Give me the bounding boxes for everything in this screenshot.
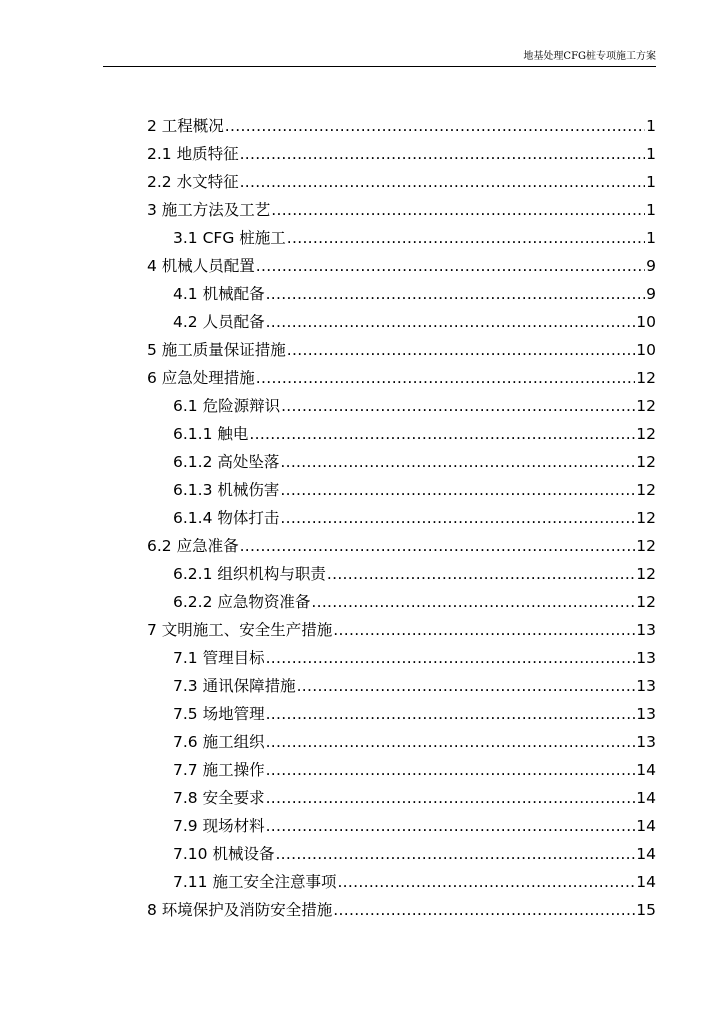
toc-entry-title: 7.5 场地管理 [173,705,265,723]
toc-entry-page: 12 [636,537,656,555]
toc-entry-page: 12 [636,565,656,583]
toc-leader-dots [281,392,635,420]
toc-entry[interactable] [147,392,656,420]
toc-entry[interactable] [147,560,656,588]
toc-entry[interactable] [147,644,656,672]
toc-leader-dots [240,532,636,560]
toc-entry-page: 14 [636,817,656,835]
toc-entry-page: 14 [636,845,656,863]
toc-entry-title: 7.11 施工安全注意事项 [173,873,337,891]
toc-leader-dots [266,644,636,672]
toc-entry-title: 6.1.2 高处坠落 [173,453,280,471]
page-header [103,50,656,67]
toc-entry-title: 5 施工质量保证措施 [147,341,286,359]
toc-entry-title: 7 文明施工、安全生产措施 [147,621,333,639]
toc-leader-dots [333,896,635,924]
toc-leader-dots [266,280,646,308]
toc-entry-title: 7.10 机械设备 [173,845,275,863]
toc-entry-page: 13 [636,733,656,751]
toc-entry-page: 14 [636,761,656,779]
toc-entry[interactable] [147,308,656,336]
toc-entry-page: 1 [646,145,656,163]
toc-entry[interactable] [147,280,656,308]
toc-entry[interactable] [147,476,656,504]
toc-entry-title: 6.1.1 触电 [173,425,249,443]
toc-entry-title: 2.2 水文特征 [147,173,239,191]
toc-entry-title: 7.1 管理目标 [173,649,265,667]
toc-entry-page: 12 [636,593,656,611]
toc-entry-title: 4.2 人员配备 [173,313,265,331]
toc-leader-dots [327,560,635,588]
toc-entry-page: 12 [636,397,656,415]
toc-leader-dots [266,308,636,336]
toc-entry[interactable] [147,336,656,364]
toc-entry[interactable] [147,112,656,140]
toc-entry-page: 10 [636,313,656,331]
toc-leader-dots [311,588,635,616]
toc-leader-dots [266,812,636,840]
toc-entry-title: 6 应急处理措施 [147,369,255,387]
toc-leader-dots [337,868,635,896]
toc-entry-page: 1 [646,117,656,135]
toc-entry-title: 6.1 危险源辩识 [173,397,281,415]
toc-leader-dots [287,336,635,364]
toc-entry[interactable] [147,784,656,812]
toc-entry-title: 2 工程概况 [147,117,224,135]
toc-entry[interactable] [147,812,656,840]
toc-entry-title: 6.2.1 组织机构与职责 [173,565,326,583]
toc-entry-title: 4 机械人员配置 [147,257,255,275]
toc-entry-page: 15 [636,901,656,919]
toc-entry[interactable] [147,588,656,616]
toc-entry[interactable] [147,896,656,924]
toc-leader-dots [297,672,636,700]
toc-leader-dots [240,168,646,196]
toc-entry-page: 1 [646,173,656,191]
toc-entry-page: 1 [646,201,656,219]
toc-entry-title: 7.8 安全要求 [173,789,265,807]
toc-entry-page: 14 [636,789,656,807]
toc-leader-dots [256,364,635,392]
toc-entry[interactable] [147,140,656,168]
toc-entry[interactable] [147,728,656,756]
toc-entry-title: 7.6 施工组织 [173,733,265,751]
toc-leader-dots [266,728,636,756]
toc-entry-title: 7.9 现场材料 [173,817,265,835]
toc-entry[interactable] [147,420,656,448]
header-title: 地基处理CFG桩专项施工方案 [523,51,656,62]
toc-entry-page: 12 [636,453,656,471]
toc-entry-page: 10 [636,341,656,359]
toc-entry[interactable] [147,504,656,532]
table-of-contents [147,112,656,924]
toc-entry[interactable] [147,224,656,252]
toc-entry-page: 14 [636,873,656,891]
toc-entry-title: 7.3 通讯保障措施 [173,677,296,695]
toc-leader-dots [249,420,635,448]
toc-entry[interactable] [147,868,656,896]
toc-entry-title: 6.1.4 物体打击 [173,509,280,527]
toc-leader-dots [240,140,646,168]
toc-entry-page: 13 [636,649,656,667]
toc-entry-title: 3.1 CFG 桩施工 [173,229,286,247]
toc-entry-page: 13 [636,677,656,695]
toc-entry-title: 8 环境保护及消防安全措施 [147,901,333,919]
toc-entry-page: 13 [636,705,656,723]
toc-entry[interactable] [147,840,656,868]
toc-leader-dots [280,476,635,504]
toc-leader-dots [287,224,645,252]
toc-leader-dots [333,616,635,644]
toc-entry[interactable] [147,252,656,280]
toc-entry-page: 12 [636,369,656,387]
toc-leader-dots [280,504,635,532]
toc-entry-page: 9 [646,257,656,275]
toc-entry[interactable] [147,196,656,224]
toc-entry[interactable] [147,616,656,644]
toc-leader-dots [256,252,645,280]
toc-entry-page: 12 [636,425,656,443]
toc-entry[interactable] [147,672,656,700]
toc-entry-title: 6.1.3 机械伤害 [173,481,280,499]
toc-leader-dots [275,840,635,868]
toc-entry[interactable] [147,168,656,196]
toc-leader-dots [225,112,645,140]
toc-entry-title: 3 施工方法及工艺 [147,201,271,219]
toc-entry-title: 7.7 施工操作 [173,761,265,779]
toc-entry[interactable] [147,364,656,392]
toc-entry[interactable] [147,448,656,476]
toc-entry-page: 12 [636,509,656,527]
toc-entry-page: 1 [646,229,656,247]
toc-entry-title: 6.2.2 应急物资准备 [173,593,311,611]
toc-entry-title: 2.1 地质特征 [147,145,239,163]
toc-entry[interactable] [147,756,656,784]
toc-entry-page: 9 [646,285,656,303]
toc-entry-page: 12 [636,481,656,499]
toc-leader-dots [266,700,636,728]
toc-leader-dots [280,448,635,476]
toc-leader-dots [271,196,645,224]
toc-entry-page: 13 [636,621,656,639]
toc-entry-title: 4.1 机械配备 [173,285,265,303]
toc-leader-dots [266,784,636,812]
toc-entry[interactable] [147,532,656,560]
toc-entry[interactable] [147,700,656,728]
toc-entry-title: 6.2 应急准备 [147,537,239,555]
toc-leader-dots [266,756,636,784]
